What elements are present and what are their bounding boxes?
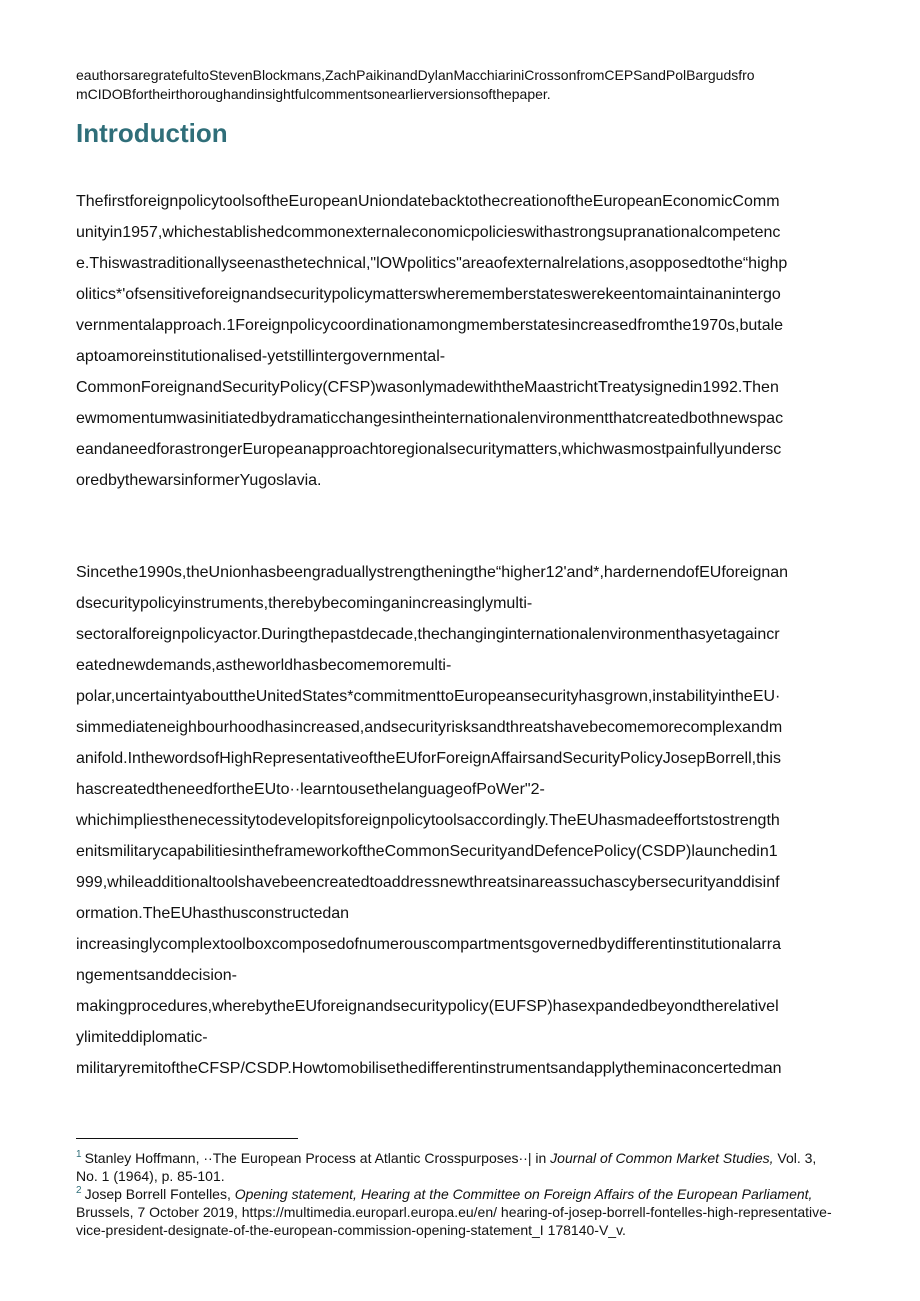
paragraph-line: ylimiteddiplomatic- xyxy=(76,1029,208,1046)
paragraph-line: ngementsanddecision- xyxy=(76,967,237,984)
paragraph-line: whichimpliesthenecessitytodevelopitsforeignpolicytoolsaccordingly.TheEUhasmadeeffortstostrength xyxy=(76,812,780,829)
paragraph-line: dsecuritypolicyinstruments,therebybecominganincreasinglymulti- xyxy=(76,595,533,612)
footnote-text: Vol. 3, No. 1 (1964), p. 85-101. xyxy=(76,1150,817,1184)
paragraph-line: sectoralforeignpolicyactor.Duringthepastdecade,thechanginginternationalenvironmenthasyetagaincr xyxy=(76,626,780,643)
acknowledgement-text xyxy=(76,66,836,104)
paragraph-line: enitsmilitarycapabilitiesintheframeworkoftheCommonSecurityandDefencePolicy(CSDP)launchedin1 xyxy=(76,843,778,860)
footnote-separator xyxy=(76,1138,298,1139)
footnote-journal: Journal of Common Market Studies, xyxy=(550,1150,774,1166)
footnote-number: 2 xyxy=(76,1185,82,1197)
paragraph-line: militaryremitoftheCFSP/CSDP.Howtomobilisethedifferentinstrumentsandapplytheminaconcertedman xyxy=(76,1060,782,1077)
paragraph-line: olitics*'ofsensitiveforeignandsecuritypolicymatterswherememberstateswerekeentomaintainanintergo xyxy=(76,286,781,303)
paragraph-line: simmediateneighbourhoodhasincreased,andsecurityrisksandthreatshavebecomemorecomplexandm xyxy=(76,719,783,736)
paragraph-line: anifold.InthewordsofHighRepresentativeoftheEUforForeignAffairsandSecurityPolicyJosepBorrell,this xyxy=(76,750,781,767)
paragraph-line: unityin1957,whichestablishedcommonexternaleconomicpolicieswithastrongsupranationalcompetenc xyxy=(76,224,781,241)
paragraph-line: 999,whileadditionaltoolshavebeencreatedtoaddressnewthreatsinareassuchascybersecurityanddisinf xyxy=(76,874,780,891)
paragraph-line: hascreatedtheneedfortheEUto··learntousethelanguageofPoWer"2- xyxy=(76,781,545,798)
paragraph-2 xyxy=(76,557,836,1084)
paragraph-line: CommonForeignandSecurityPolicy(CFSP)wasonlymadewiththeMaastrichtTreatysignedin1992.Then xyxy=(76,379,779,396)
paragraph-line: ThefirstforeignpolicytoolsoftheEuropeanUniondatebacktothecreationoftheEuropeanEconomicComm xyxy=(76,193,780,210)
acknowledgement-line-1: eauthorsaregratefultoStevenBlockmans,ZachPaikinandDylanMacchiariniCrossonfromCEPSandPolBargudsfro xyxy=(76,67,755,83)
footnote-text: Stanley Hoffmann, ··The European Process at Atlantic Crosspurposes··| in xyxy=(84,1150,551,1166)
footnote-1 xyxy=(76,1149,836,1185)
paragraph-line: eatednewdemands,astheworldhasbecomemoremulti- xyxy=(76,657,452,674)
paragraph-line: aptoamoreinstitutionalised-yetstillintergovernmental- xyxy=(76,348,446,365)
paragraph-line: ormation.TheEUhasthusconstructedan xyxy=(76,905,350,922)
paragraph-line: polar,uncertaintyabouttheUnitedStates*commitmenttoEuropeansecurityhasgrown,instabilityintheEU· xyxy=(76,688,781,705)
paragraph-line: increasinglycomplextoolboxcomposedofnumerouscompartmentsgovernedbydifferentinstitutionalarra xyxy=(76,936,781,953)
footnote-title: Opening statement, Hearing at the Committee on Foreign Affairs of the European Parliament, xyxy=(234,1186,813,1202)
paragraph-1 xyxy=(76,186,836,496)
paragraph-line: Sincethe1990s,theUnionhasbeengraduallystrengtheningthe“higher12'and*,hardernendofEUforeignan xyxy=(76,564,789,581)
footnote-text: Brussels, 7 October 2019, https://multimedia.europarl.europa.eu/en/ hearing-of-josep-borrell-fontelles-high-representative-vice-president-designate-of-the-european-commission-opening-statement_I 178140-V_v. xyxy=(76,1204,832,1238)
section-heading: Introduction xyxy=(76,118,228,148)
paragraph-line: vernmentalapproach.1Foreignpolicycoordinationamongmemberstatesincreasedfromthe1970s,butale xyxy=(76,317,784,334)
paragraph-line: e.Thiswastraditionallyseenasthetechnical,"lOWpolitics"areaofexternalrelations,asopposedtothe“highp xyxy=(76,255,788,272)
paragraph-line: eandaneedforastrongerEuropeanapproachtoregionalsecuritymatters,whichwasmostpainfullyundersc xyxy=(76,441,782,458)
footnote-2 xyxy=(76,1185,836,1239)
paragraph-line: makingprocedures,wherebytheEUforeignandsecuritypolicy(EUFSP)hasexpandedbeyondtherelativel xyxy=(76,998,779,1015)
acknowledgement-line-2: mCIDOBfortheirthoroughandinsightfulcommentsonearlierversionsofthepaper. xyxy=(76,86,551,102)
footnote-number: 1 xyxy=(76,1149,82,1161)
paragraph-line: ewmomentumwasinitiatedbydramaticchangesintheinternationalenvironmentthatcreatedbothnewspac xyxy=(76,410,784,427)
footnote-text: Josep Borrell Fontelles, xyxy=(84,1186,235,1202)
paragraph-line: oredbythewarsinformerYugoslavia. xyxy=(76,472,322,489)
